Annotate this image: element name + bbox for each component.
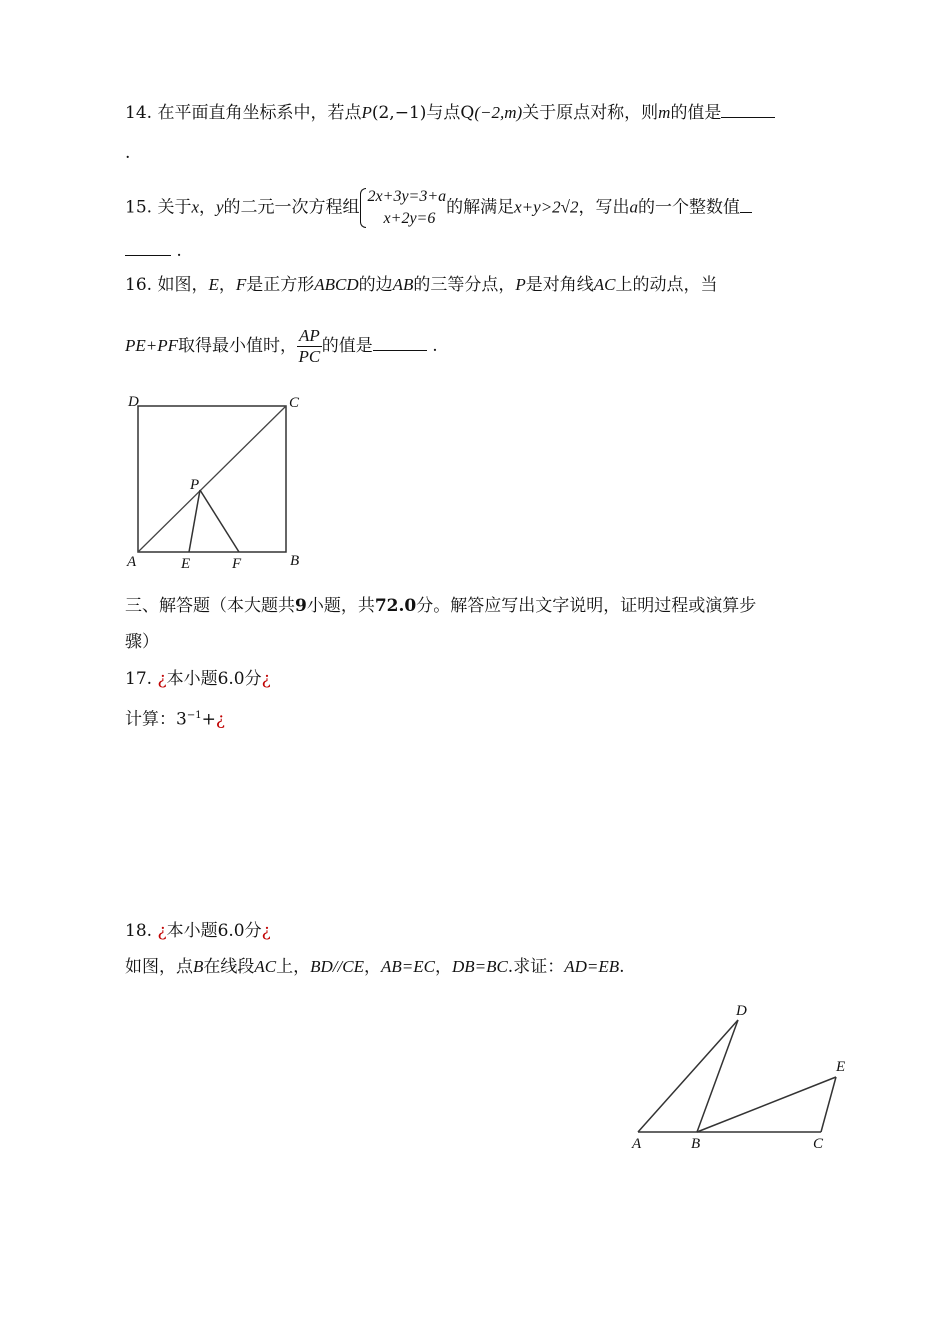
q18-cond1: BD//CE xyxy=(310,957,364,976)
q16-diag: AC xyxy=(593,275,616,294)
q18-segment-bd xyxy=(697,1020,738,1132)
q15-text-c: 的解满足 xyxy=(446,197,515,218)
q18-number: 18. xyxy=(125,921,153,941)
q17-base: 3 xyxy=(176,709,187,730)
q15-eq2: x+2y=6 xyxy=(383,210,436,227)
q16-label-e: E xyxy=(181,556,191,572)
q16-answer-blank[interactable] xyxy=(373,334,427,351)
q15-var-a: a xyxy=(629,197,639,217)
q18-points: 本小题6.0分 xyxy=(166,921,262,941)
q15-equation-system xyxy=(360,186,447,230)
q18-label-c: C xyxy=(813,1136,824,1152)
section3-heading xyxy=(125,594,756,618)
q15-text-a: 关于 xyxy=(157,197,192,218)
q18-text-b: 在线段 xyxy=(203,957,255,977)
q16-side: AB xyxy=(392,275,414,294)
q15-period: . xyxy=(176,241,182,261)
q16-label-a: A xyxy=(127,554,137,570)
q14-coords-p: (2,−1) xyxy=(371,103,427,123)
q15-number: 15. xyxy=(125,197,153,218)
q14-number: 14. xyxy=(125,103,153,123)
q18-comma2: ， xyxy=(434,957,452,977)
q14-var-m: m xyxy=(658,103,671,122)
q16-line2 xyxy=(125,324,438,368)
q16-diagonal-ac xyxy=(138,406,286,552)
q18-goal: AD=EB xyxy=(564,957,620,976)
q15-text-d: ，写出 xyxy=(578,197,630,218)
q16-text-a: 如图， xyxy=(157,275,209,295)
q15-var-x: x xyxy=(191,197,199,217)
q15-answer-blank-start[interactable] xyxy=(740,196,752,213)
q18-label-e: E xyxy=(836,1059,846,1075)
section3-text-b: 小题，共 xyxy=(306,596,375,616)
q16-fraction xyxy=(297,326,322,367)
q18-period: . xyxy=(619,957,625,977)
q14-point-q: Q xyxy=(460,103,475,123)
q18-header xyxy=(125,919,271,943)
q16-label-p: P xyxy=(190,477,200,493)
q18-text-d: .求证： xyxy=(507,957,565,977)
q17-mark-open: ¿ xyxy=(157,669,167,689)
q16-frac-num: AP xyxy=(299,326,320,345)
q17-plus: + xyxy=(201,709,216,730)
q16-square: ABCD xyxy=(314,275,359,294)
q16-comma: ， xyxy=(218,275,236,295)
q16-var-e: E xyxy=(208,275,219,294)
q18-label-a: A xyxy=(632,1136,642,1152)
q14-point-p: P xyxy=(361,103,372,122)
q15-line2 xyxy=(125,239,182,263)
q16-text-g: 取得最小值时， xyxy=(178,336,298,356)
q18-cond3: DB=BC xyxy=(451,957,508,976)
q15-text-b: 的二元一次方程组 xyxy=(223,197,360,218)
q17-number: 17. xyxy=(125,669,153,689)
q16-text-f: 上的动点，当 xyxy=(615,275,718,295)
q14-period: . xyxy=(125,143,131,163)
q15-line xyxy=(125,186,752,230)
q15-answer-blank[interactable] xyxy=(125,239,171,256)
q17-mark-close: ¿ xyxy=(261,669,271,689)
q18-var-b: B xyxy=(193,957,204,976)
section3-count: 9 xyxy=(295,596,307,616)
q14-text-d: 的值是 xyxy=(670,103,722,123)
q15-text-e: 的一个整数值 xyxy=(638,197,741,218)
q17-header xyxy=(125,667,271,691)
q16-number: 16. xyxy=(125,275,153,295)
q16-figure xyxy=(118,388,318,578)
section3-score: 72.0 xyxy=(374,596,417,616)
q18-comma1: ， xyxy=(363,957,381,977)
q16-period: . xyxy=(432,336,438,356)
q16-label-d: D xyxy=(128,394,139,410)
q17-mark-tail: ¿ xyxy=(215,709,225,730)
q18-segment-ce xyxy=(821,1077,836,1132)
q15-eq1: 2x+3y=3+a xyxy=(367,188,447,205)
q16-text-h: 的值是 xyxy=(321,336,373,356)
q18-cond2: AB=EC xyxy=(380,957,435,976)
q16-text-d: 的三等分点， xyxy=(413,275,516,295)
q16-var-f: F xyxy=(235,275,247,294)
q16-expr: PE+PF xyxy=(125,336,179,355)
q18-text-c: 上， xyxy=(276,957,311,977)
q16-frac-den: PC xyxy=(298,347,321,366)
q17-text-a: 计算： xyxy=(125,709,176,730)
q18-figure xyxy=(625,995,865,1155)
q18-text-a: 如图，点 xyxy=(125,957,193,977)
q14-line xyxy=(125,101,775,125)
q17-body xyxy=(125,704,225,732)
q16-line1 xyxy=(125,273,718,297)
q16-text-b: 是正方形 xyxy=(246,275,315,295)
q15-var-y: y xyxy=(216,197,224,217)
q16-label-b: B xyxy=(290,553,300,569)
q18-label-d: D xyxy=(736,1003,747,1019)
section3-text-c: 分。解答应写出文字说明，证明过程或演算步 xyxy=(416,596,757,616)
q18-body xyxy=(125,955,625,979)
q14-text-b: 与点 xyxy=(426,103,461,123)
section3-text-d: 骤） xyxy=(125,632,159,652)
q16-text-e: 是对角线 xyxy=(525,275,594,295)
q18-mark-open: ¿ xyxy=(157,921,167,941)
q16-label-c: C xyxy=(289,395,300,411)
q17-points: 本小题6.0分 xyxy=(166,669,262,689)
q15-condition: x+y>2√2 xyxy=(514,197,579,217)
q14-text-a: 在平面直角坐标系中，若点 xyxy=(157,103,362,123)
q18-mark-close: ¿ xyxy=(261,921,271,941)
q16-segment-pf xyxy=(200,490,239,552)
q16-label-f: F xyxy=(232,556,242,572)
q16-text-c: 的边 xyxy=(358,275,393,295)
q18-seg-ac: AC xyxy=(254,957,277,976)
q14-coords-q: (−2,m) xyxy=(474,103,523,122)
section3-text-a: 三、解答题（本大题共 xyxy=(125,596,295,616)
q18-segment-be xyxy=(697,1077,836,1132)
q16-var-p: P xyxy=(515,275,526,294)
q15-comma: ， xyxy=(199,197,216,218)
q18-segment-ad xyxy=(638,1020,738,1132)
q14-text-c: 关于原点对称，则 xyxy=(522,103,659,123)
q17-exp: −1 xyxy=(186,710,202,721)
q18-label-b: B xyxy=(691,1136,701,1152)
q14-answer-blank[interactable] xyxy=(721,101,775,118)
